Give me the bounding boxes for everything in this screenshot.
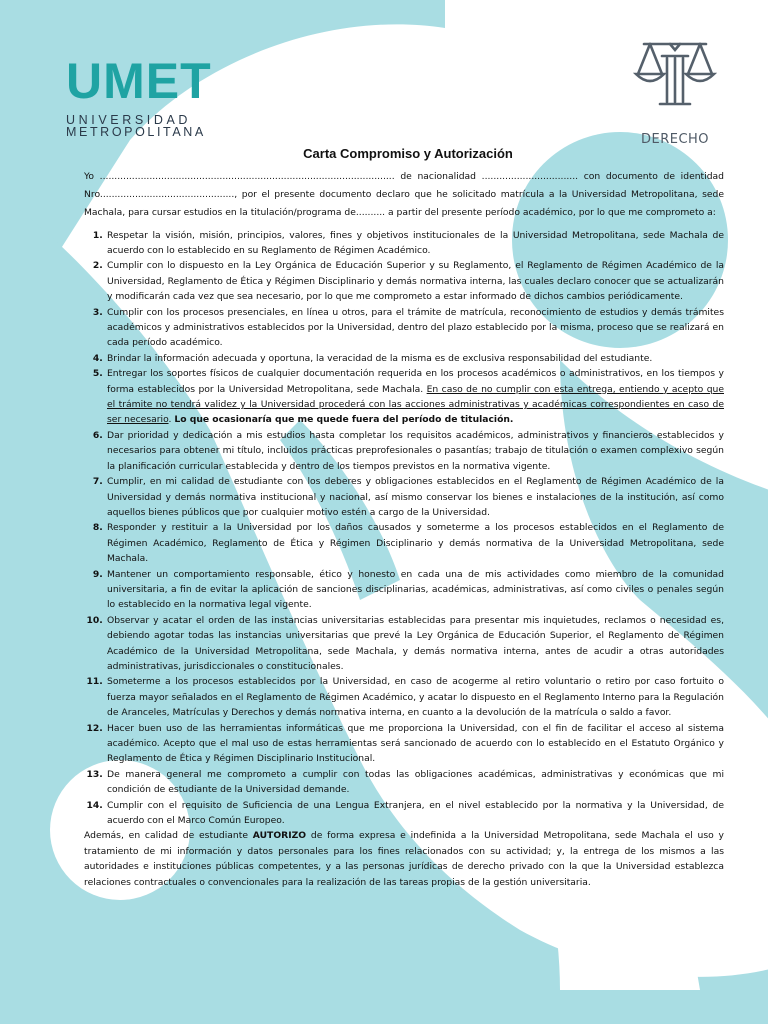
list-item: 11. Someterme a los procesos establecidos por la Universidad, en caso de acogerme al retiro voluntario o retiro por caso fortuito o fuerza mayor señalados en el Reglamento de Régimen Académico, y acatar lo dispuesto en el Reglamento Interno para la Regulación de Aranceles, Matrículas y Derechos y demás normativa interna, en cuanto a la devolución de la matrícula o saldo a favor. [106,674,724,720]
commitments-list [84,228,724,829]
intro-paragraph: Yo ..................................................................................................... de nacionalidad ................................. con documento de identidad Nro.............................................., por el presente documento declaro que he solicitado matrícula a la Universidad Metropolitana, sede Machala, para cursar estudios en la titulación/programa de.......... a partir del presente período académico, por lo que me comprometo a: [84,171,724,219]
umet-logo [66,53,212,139]
closing-paragraph: Además, en calidad de estudiante AUTORIZO de forma expresa e indefinida a la Universidad Metropolitana, sede Machala el uso y tratamiento de mi información y datos personales para los fines relacionados con su actividad; y, la entrega de los mismos a las autoridades e instituciones públicas competentes, y a las personas jurídicas de derecho privado con la que la Universidad establezca relaciones contractuales o convencionales para la realización de las tareas propias de la gestión universitaria. [84,830,724,888]
list-item: 9. Mantener un comportamiento responsable, ético y honesto en cada una de mis actividades como miembro de la comunidad universitaria, a fin de evitar la aplicación de sanciones disciplinarias, académicas, administrativas, así como civiles o penales según lo establecido en la normativa legal vigente. [106,567,724,613]
bold-clause: Lo que ocasionaría que me quede fuera del período de titulación. [174,414,514,426]
logo-wordmark: UMET [66,53,212,109]
list-item: 14. Cumplir con el requisito de Suficiencia de una Lengua Extranjera, en el nivel establecido por la normativa y la Universidad, de acuerdo con el Marco Común Europeo. [106,798,724,829]
list-item: 4. Brindar la información adecuada y oportuna, la veracidad de la misma es de exclusiva responsabilidad del estudiante. [106,351,724,366]
list-item: 12. Hacer buen uso de las herramientas informáticas que me proporciona la Universidad, con el fin de facilitar el acceso al sistema académico. Acepto que el mal uso de estas herramientas será sancionado de acuerdo con lo establecido en el Estatuto Orgánico y Reglamento de Ética y Régimen Disciplinario Institucional. [106,721,724,767]
list-item: 13. De manera general me comprometo a cumplir con todas las obligaciones académicas, administrativas y económicas que mi condición de estudiante de la Universidad demande. [106,767,724,798]
faculty-label: DERECHO [640,132,710,147]
list-item: 8. Responder y restituir a la Universidad por los daños causados y someterme a los procesos establecidos en el Reglamento de Régimen Académico, Reglamento de Ética y Régimen Disciplinario y demás normativa de la Universidad Metropolitana, sede Machala. [106,520,724,566]
list-item: 3. Cumplir con los procesos presenciales, en línea u otros, para el trámite de matrícula, reconocimiento de estudios y demás trámites académicos y administrativos establecidos por la Universidad, dentro del plazo establecido por la misma, proceso que se realizará en cada período académico. [106,305,724,351]
scales-of-justice-icon [632,38,718,110]
authorize-keyword: AUTORIZO [252,830,307,842]
list-item: 1. Respetar la visión, misión, principios, valores, fines y objetivos institucionales de la Universidad Metropolitana, sede Machala de acuerdo con lo establecido en su Reglamento de Régimen Académico. [106,228,724,259]
underlined-clause: En caso de no cumplir con esta entrega, entiendo y acepto que el trámite no tendrá validez y la Universidad procederá con las acciones administrativas y académicas correspondientes en caso de ser necesario [107,383,724,426]
document-body [84,168,724,890]
list-item: 6. Dar prioridad y dedicación a mis estudios hasta completar los requisitos académicos, administrativos y financieros establecidos y necesarios para obtener mi título, incluidos prácticas preprofesionales o pasantías; trabajo de titulación o examen complexivo según la planificación curricular establecida y dentro de los tiempos previstos en la normativa vigente. [106,428,724,474]
document-title: Carta Compromiso y Autorización [303,146,513,161]
list-item: 2. Cumplir con lo dispuesto en la Ley Orgánica de Educación Superior y su Reglamento, el Reglamento de Régimen Académico de la Universidad, Reglamento de Ética y Régimen Disciplinario y demás normativa interna, las cuales declaro conocer que se actualizarán y modificarán cada vez que sea necesario, por lo que me comprometo a estar informado de dichos cambios periódicamente. [106,258,724,304]
logo-line-universidad: UNIVERSIDAD [66,113,192,127]
logo-line-metropolitana: METROPOLITANA [66,125,206,139]
list-item: 7. Cumplir, en mi calidad de estudiante con los deberes y obligaciones establecidos en el Reglamento de Régimen Académico de la Universidad y demás normativa institucional y nacional, así mismo conservar los bienes e instalaciones de la institución, así como aquellos bienes públicos que por cualquier motivo estén a cargo de la Universidad. [106,474,724,520]
list-item: 5. Entregar los soportes físicos de cualquier documentación requerida en los procesos académicos o administrativos, en los tiempos y forma establecidos por la Universidad Metropolitana, sede Machala. En caso de no cumplir con esta entrega, entiendo y acepto que el trámite no tendrá validez y la Universidad procederá con las acciones administrativas y académicas correspondientes en caso de ser necesario. Lo que ocasionaría que me quede fuera del período de titulación. [106,366,724,428]
list-item: 10. Observar y acatar el orden de las instancias universitarias establecidas para presentar mis inquietudes, reclamos o necesidad es, debiendo agotar todas las instancias universitarias que prevé la Ley Orgánica de Educación Superior, el Reglamento de Régimen Académico de la Universidad Metropolitana, sede Machala, y demás normativa interna, antes de acudir a otras autoridades administrativas, jurisdiccionales o constitucionales. [106,613,724,675]
